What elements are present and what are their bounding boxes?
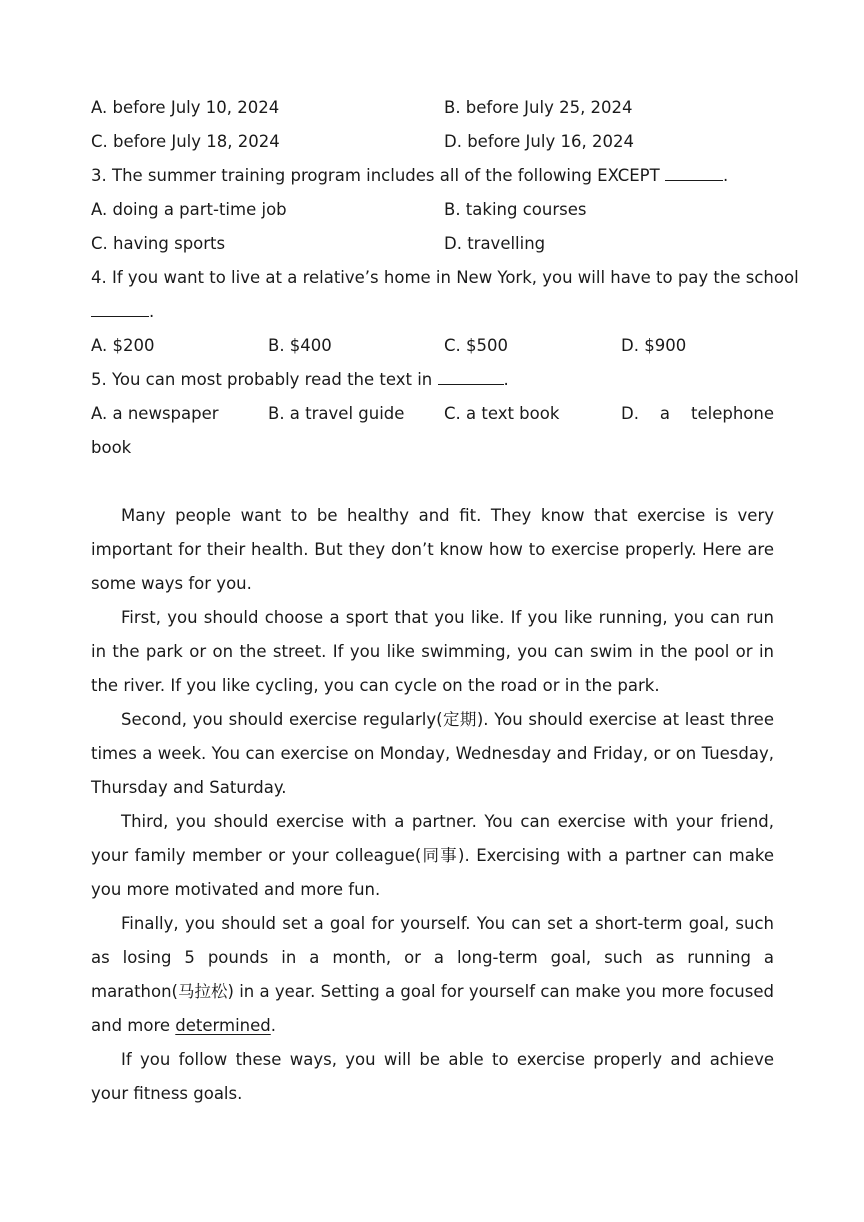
q5-stem-text: 5. You can most probably read the text in (91, 370, 433, 389)
section-spacer (91, 465, 774, 499)
q3-stem (91, 159, 774, 193)
q2-option-b: B. before July 25, 2024 (444, 98, 633, 117)
q2-option-d: D. before July 16, 2024 (444, 132, 634, 151)
q5-option-c: C. a text book (444, 404, 560, 423)
q5-option-d-continued: book (91, 438, 132, 457)
q3-option-a: A. doing a part-time job (91, 200, 287, 219)
q4-option-d: D. $900 (621, 336, 687, 355)
passage-paragraph-6: If you follow these ways, you will be able to exercise properly and achieve your fitness goals. (91, 1050, 774, 1103)
q5-stem-end: . (503, 370, 509, 389)
q2-options-row-2 (91, 125, 774, 159)
passage-paragraph-4: Third, you should exercise with a partner. You can exercise with your friend, your family member or your colleague(同事). Exercising with a partner can make you more motivated and more fun. (91, 812, 774, 899)
q3-stem-text: 3. The summer training program includes all of the following EXCEPT (91, 166, 660, 185)
q3-options-row-1 (91, 193, 774, 227)
q4-stem-continued (91, 295, 774, 329)
q4-stem (91, 261, 799, 295)
passage-paragraph-1: Many people want to be healthy and fit. They know that exercise is very important for their health. But they don’t know how to exercise properly. Here are some ways for you. (91, 506, 774, 593)
q3-option-c: C. having sports (91, 234, 226, 253)
q2-option-a: A. before July 10, 2024 (91, 98, 280, 117)
q5-answer-blank (438, 364, 504, 385)
passage-paragraph-3: Second, you should exercise regularly(定期). You should exercise at least three times a week. You can exercise on Monday, Wednesday and Friday, or on Tuesday, Thursday and Saturday. (91, 710, 774, 797)
q5-option-b: B. a travel guide (268, 404, 405, 423)
q5-option-d-word-2: a (659, 404, 671, 423)
q4-stem-end: . (149, 302, 155, 321)
q3-option-b: B. taking courses (444, 200, 587, 219)
passage-paragraph-2: First, you should choose a sport that you like. If you like running, you can run in the park or on the street. If you like swimming, you can swim in the pool or in the river. If you like cycling, you can cycle on the road or in the park. (91, 608, 774, 695)
document-page (91, 91, 799, 1111)
q4-options-row (91, 329, 774, 363)
q5-option-a: A. a newspaper (91, 404, 219, 423)
q3-stem-end: . (722, 166, 729, 185)
passage-paragraph-5-text: Finally, you should set a goal for yourself. You can set a short-term goal, such as losing 5 pounds in a month, or a long-term goal, such as running a marathon(马拉松) in a year. Setting a goal for yourself can make you more focused and more (91, 914, 774, 1035)
q4-option-a: A. $200 (91, 336, 155, 355)
passage-paragraph-5-end: . (270, 1016, 277, 1035)
q5-option-d-wrap (91, 431, 774, 465)
q5-option-d (621, 397, 774, 431)
q2-option-c: C. before July 18, 2024 (91, 132, 280, 151)
passage-paragraph-5 (91, 907, 774, 1043)
q3-option-d: D. travelling (444, 234, 546, 253)
underlined-word-determined: determined (175, 1016, 271, 1035)
q3-options-row-2 (91, 227, 774, 261)
q4-option-c: C. $500 (444, 336, 509, 355)
q4-stem-text: 4. If you want to live at a relative’s home in New York, you will have to pay the school (91, 268, 799, 287)
q5-option-d-word-1: D. (621, 404, 639, 423)
q4-option-b: B. $400 (268, 336, 332, 355)
q4-answer-blank (91, 296, 149, 317)
q5-options-row (91, 397, 774, 431)
q5-option-d-word-3: telephone (690, 404, 774, 423)
q2-options-row-1 (91, 91, 774, 125)
q5-stem (91, 363, 774, 397)
q3-answer-blank (665, 160, 723, 181)
